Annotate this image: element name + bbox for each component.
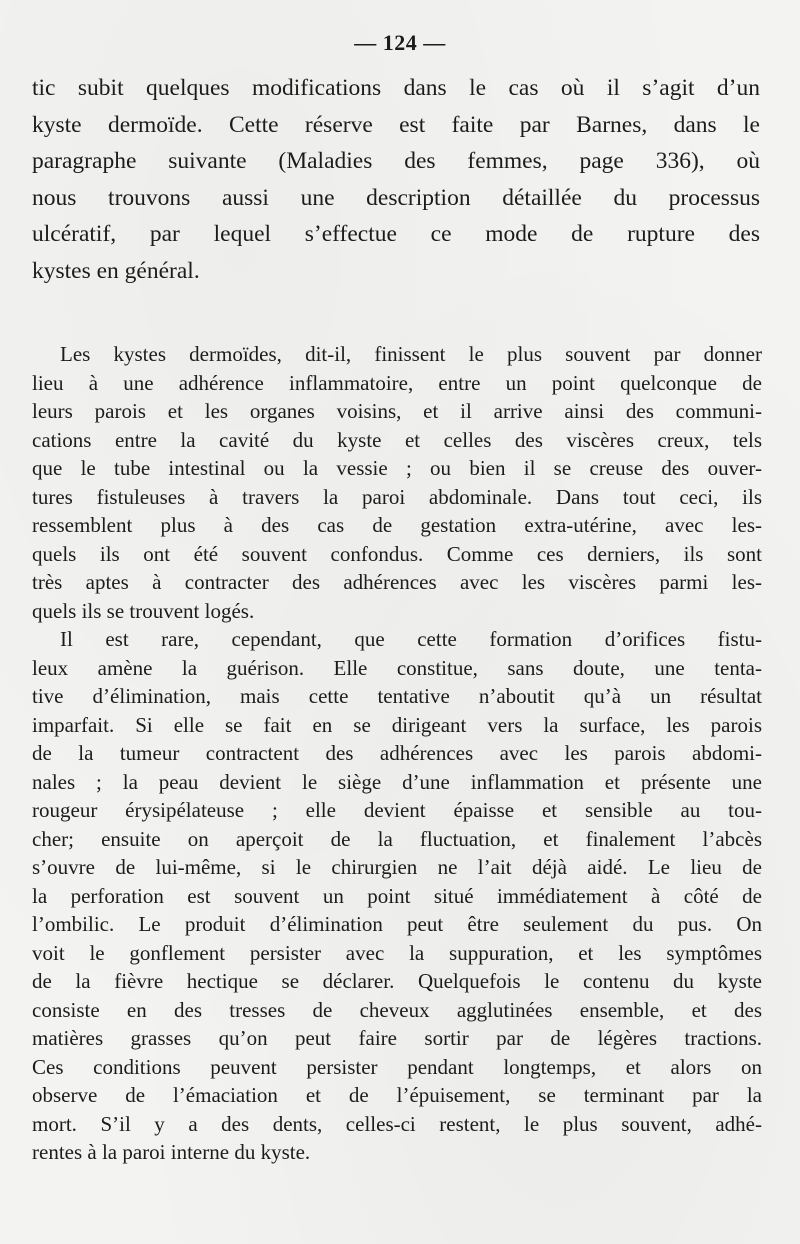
text-line: Il est rare, cependant, que cette formation d’orifices fistu- — [60, 627, 762, 651]
text-line: cations entre la cavité du kyste et celles des viscères creux, tels — [32, 427, 762, 452]
text-line: cher; ensuite on aperçoit de la fluctuation, et finalement l’abcès — [32, 826, 762, 851]
text-line: matières grasses qu’on peut faire sortir par de légères tractions. — [32, 1026, 762, 1050]
text-line: nales ; la peau devient le siège d’une inflammation et présente une — [32, 769, 762, 794]
text-line: Les kystes dermoïdes, dit-il, finissent le plus souvent par donner — [60, 342, 762, 366]
continuation-paragraph — [32, 70, 760, 289]
text-line: l’ombilic. Le produit d’élimination peut être seulement du pus. On — [32, 912, 762, 936]
quote-paragraph-1 — [32, 340, 762, 625]
text-line: imparfait. Si elle se fait en se dirigeant vers la surface, les parois — [32, 712, 762, 737]
text-line: ulcératif, par lequel s’effectue ce mode de rupture des — [32, 221, 760, 247]
text-line: voit le gonflement persister avec la suppuration, et les symptômes — [32, 940, 762, 965]
text-line: ressemblent plus à des cas de gestation extra-utérine, avec les- — [32, 513, 762, 537]
text-line: kystes en général. — [32, 257, 200, 284]
text-line: de la fièvre hectique se déclarer. Quelquefois le contenu du kyste — [32, 969, 762, 993]
text-line: leux amène la guérison. Elle constitue, sans doute, une tenta- — [32, 655, 762, 680]
page-number: — 124 — — [354, 30, 446, 55]
quoted-passage — [32, 340, 762, 1167]
text-line: observe de l’émaciation et de l’épuisement, se terminant par la — [32, 1083, 762, 1107]
text-line: quels ils se trouvent logés. — [32, 598, 255, 623]
text-line: s’ouvre de lui-même, si le chirurgien ne l’ait déjà aidé. Le lieu de — [32, 855, 762, 879]
text-line: paragraphe suivante (Maladies des femmes, page 336), où — [32, 148, 760, 174]
text-line: de la tumeur contractent des adhérences avec les parois abdomi- — [32, 741, 762, 765]
text-line: que le tube intestinal ou la vessie ; ou bien il se creuse des ouver- — [32, 456, 762, 480]
text-line: tures fistuleuses à travers la paroi abdominale. Dans tout ceci, ils — [32, 484, 762, 509]
text-line: tic subit quelques modifications dans le cas où il s’agit d’un — [32, 75, 760, 101]
text-line: quels ils ont été souvent confondus. Comme ces derniers, ils sont — [32, 541, 762, 566]
text-line: nous trouvons aussi une description détaillée du processus — [32, 184, 760, 211]
text-line: Ces conditions peuvent persister pendant longtemps, et alors on — [32, 1054, 762, 1079]
text-line: la perforation est souvent un point situé immédiatement à côté de — [32, 883, 762, 908]
text-line: très aptes à contracter des adhérences avec les viscères parmi les- — [32, 570, 762, 594]
text-line: leurs parois et les organes voisins, et il arrive ainsi des communi- — [32, 399, 762, 423]
text-line: lieu à une adhérence inflammatoire, entre un point quelconque de — [32, 370, 762, 395]
text-line: tive d’élimination, mais cette tentative n’aboutit qu’à un résultat — [32, 684, 762, 708]
quote-paragraph-2 — [32, 625, 762, 1167]
text-line: mort. S’il y a des dents, celles-ci restent, le plus souvent, adhé- — [32, 1111, 762, 1136]
text-line: consiste en des tresses de cheveux agglutinées ensemble, et des — [32, 997, 762, 1022]
text-line: rentes à la paroi interne du kyste. — [32, 1140, 311, 1164]
text-line: rougeur érysipélateuse ; elle devient épaisse et sensible au tou- — [32, 798, 762, 822]
text-line: kyste dermoïde. Cette réserve est faite par Barnes, dans le — [32, 111, 760, 138]
